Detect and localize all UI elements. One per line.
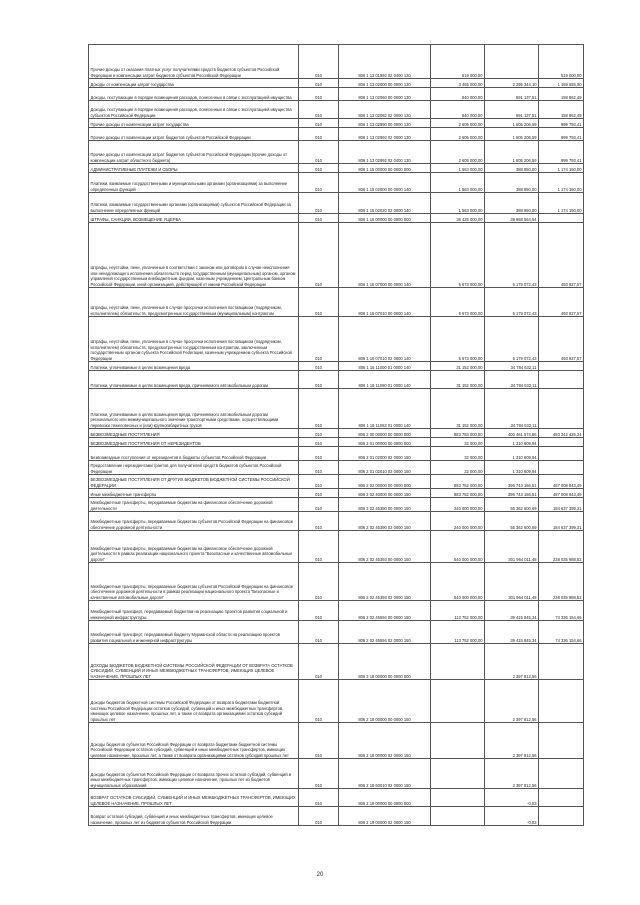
page-number: 20 (316, 872, 324, 878)
row-remaining-amount: 487 008 843,49 (539, 475, 584, 489)
row-plan-amount: 519 000,00 (431, 45, 485, 79)
row-budget-code: 806 2 02 45390 02 0000 150 (339, 512, 431, 531)
row-executed-amount: 400 461 574,66 (485, 429, 539, 438)
row-name: Возврат остатков субсидий, субвенций и иных межбюджетных трансфертов, имеющих целевое назначение, прошлых лет из бюджетов субъектов Российской Федерации (89, 807, 299, 826)
table-row (89, 461, 584, 475)
row-admin-code: 010 (299, 164, 339, 173)
row-remaining-amount: 519 000,00 (539, 45, 584, 79)
table-row (89, 447, 584, 461)
table-row (89, 475, 584, 489)
row-name: Доходы бюджетов субъектов Российской Федерации от возврата бюджетами бюджетной системы Российской Федерации остатков субсидий, субвенций и иных межбюджетных трансфертов, имеющих целевое назначение, прошлых лет, а также от возврата организациями остатков субсидий прошлых лет (89, 723, 299, 759)
row-budget-code: 806 1 15 02020 02 0000 140 (339, 193, 431, 214)
row-executed-amount: 388 850,00 (485, 193, 539, 214)
row-admin-code: 010 (299, 644, 339, 680)
row-remaining-amount (539, 759, 584, 789)
row-name: Платежи, уплачиваемые в целях возмещения вреда (89, 362, 299, 371)
row-plan-amount: 540 000 000,00 (431, 531, 485, 563)
row-admin-code: 010 (299, 601, 339, 621)
row-remaining-amount: 184 637 399,31 (539, 498, 584, 512)
row-budget-code: 806 1 15 00000 00 0000 000 (339, 164, 431, 173)
row-budget-code: 806 2 02 45594 02 0000 150 (339, 621, 431, 644)
row-admin-code: 010 (299, 79, 339, 88)
row-plan-amount: 113 752 000,00 (431, 601, 485, 621)
row-admin-code: 010 (299, 489, 339, 498)
row-plan-amount: 2 605 000,00 (431, 128, 485, 141)
row-remaining-amount (539, 680, 584, 723)
row-budget-code: 806 1 13 02062 02 0000 130 (339, 101, 431, 119)
row-name: Межбюджетные трансферты, передаваемые бюджетам субъектов Российской Федерации на финансовое обеспечение дорожной деятельности (89, 512, 299, 531)
row-budget-code: 806 2 00 00000 00 0000 000 (339, 429, 431, 438)
row-name: Безвозмездные поступления от нерезидентов в бюджеты субъектов Российской Федерации (89, 447, 299, 461)
row-executed-amount: -0,03 (485, 789, 539, 807)
row-plan-amount: 2 605 000,00 (431, 119, 485, 128)
table-row (89, 88, 584, 101)
row-executed-amount: 396 743 156,51 (485, 489, 539, 498)
row-remaining-amount: 1 174 150,00 (539, 173, 584, 193)
row-remaining-amount: 238 035 988,52 (539, 563, 584, 601)
row-executed-amount: 691 137,51 (485, 88, 539, 101)
row-remaining-amount: 999 793,41 (539, 128, 584, 141)
row-admin-code: 010 (299, 101, 339, 119)
row-plan-amount (431, 644, 485, 680)
table-row (89, 193, 584, 214)
row-admin-code: 010 (299, 807, 339, 826)
row-remaining-amount (539, 438, 584, 447)
table-row (89, 371, 584, 389)
table-row (89, 512, 584, 531)
row-plan-amount: 3 465 000,00 (431, 79, 485, 88)
row-executed-amount: 55 362 600,69 (485, 498, 539, 512)
row-remaining-amount (539, 807, 584, 826)
row-plan-amount: 883 752 000,00 (431, 489, 485, 498)
row-name: БЕЗВОЗМЕЗДНЫЕ ПОСТУПЛЕНИЯ (89, 429, 299, 438)
row-executed-amount: 2 397 812,56 (485, 644, 539, 680)
row-name: Доходы бюджетов бюджетной системы Российской Федерации от возврата бюджетами бюджетной системы Российской Федерации остатков субсидий, субвенций и иных межбюджетных трансфертов, имеющих целевое назначение, прошлых лет, а также от возврата организациями остатков субсидий прошлых лет (89, 680, 299, 723)
row-budget-code: 806 1 13 02000 00 0000 130 (339, 79, 431, 88)
row-admin-code: 010 (299, 223, 339, 288)
row-executed-amount: 691 137,51 (485, 101, 539, 119)
row-plan-amount: 240 000 000,00 (431, 498, 485, 512)
row-name: Межбюджетные трансферты, передаваемые бюджетам на финансовое обеспечение дорожной деятельности (89, 498, 299, 512)
table-row (89, 723, 584, 759)
row-admin-code: 010 (299, 461, 339, 475)
row-remaining-amount: 1 169 655,90 (539, 79, 584, 88)
table-row (89, 45, 584, 79)
row-remaining-amount: 483 342 425,34 (539, 429, 584, 438)
row-name: Межбюджетный трансферт, передаваемый бюджетам на реализацию проектов развития социальной и инженерной инфраструктуры (89, 601, 299, 621)
table-row (89, 807, 584, 826)
row-admin-code: 010 (299, 621, 339, 644)
row-remaining-amount: 999 793,41 (539, 141, 584, 164)
row-budget-code: 806 1 16 11063 01 0000 140 (339, 389, 431, 429)
row-admin-code: 010 (299, 317, 339, 362)
revenue-table-body (89, 45, 584, 826)
table-row (89, 644, 584, 680)
table-row (89, 621, 584, 644)
row-plan-amount: 36 425 000,00 (431, 214, 485, 223)
row-executed-amount: 5 179 072,43 (485, 223, 539, 288)
row-budget-code: 806 2 18 00000 00 0000 150 (339, 680, 431, 723)
row-executed-amount: 55 362 600,69 (485, 512, 539, 531)
table-row (89, 429, 584, 438)
row-admin-code: 010 (299, 389, 339, 429)
row-plan-amount: 840 000,00 (431, 88, 485, 101)
row-remaining-amount (539, 389, 584, 429)
row-executed-amount: 39 415 845,34 (485, 601, 539, 621)
row-admin-code: 010 (299, 723, 339, 759)
table-row (89, 128, 584, 141)
row-remaining-amount: 999 793,41 (539, 119, 584, 128)
row-admin-code: 010 (299, 119, 339, 128)
row-budget-code: 806 2 02 40000 00 0000 150 (339, 489, 431, 498)
row-plan-amount: 31 152 000,00 (431, 389, 485, 429)
row-plan-amount (431, 807, 485, 826)
table-row (89, 438, 584, 447)
table-row (89, 223, 584, 288)
row-admin-code: 010 (299, 498, 339, 512)
row-budget-code: 806 1 13 01992 02 0400 130 (339, 45, 431, 79)
row-name: Межбюджетные трансферты, передаваемые бюджетам субъектов Российской Федерации на финансовое обеспечение дорожной деятельности в рамках реализации национального проекта "Безопасные и качественные автомобильные дороги" (89, 563, 299, 601)
row-remaining-amount (539, 461, 584, 475)
row-executed-amount: 1 310 609,94 (485, 447, 539, 461)
row-plan-amount: 31 152 000,00 (431, 371, 485, 389)
row-budget-code: 806 1 15 02000 00 0000 140 (339, 173, 431, 193)
table-row (89, 389, 584, 429)
row-budget-code: 806 2 02 00000 00 0000 000 (339, 475, 431, 489)
table-row (89, 141, 584, 164)
row-name: Предоставление нерезидентами грантов для получателей средств бюджетов субъектов Российской Федерации (89, 461, 299, 475)
row-admin-code: 010 (299, 512, 339, 531)
row-admin-code: 010 (299, 128, 339, 141)
row-plan-amount: 32 000,00 (431, 447, 485, 461)
row-remaining-amount (539, 723, 584, 759)
row-executed-amount: 34 784 632,11 (485, 371, 539, 389)
row-executed-amount: 34 784 632,11 (485, 362, 539, 371)
table-row (89, 119, 584, 128)
row-executed-amount: 34 784 632,11 (485, 389, 539, 429)
row-remaining-amount (539, 789, 584, 807)
row-executed-amount: 5 179 072,43 (485, 317, 539, 362)
row-name: Платежи, взимаемые государственными органами (организациями) субъектов Российской Федерации за выполнение определенных функций (89, 193, 299, 214)
row-admin-code: 010 (299, 438, 339, 447)
row-plan-amount: 113 752 000,00 (431, 621, 485, 644)
row-remaining-amount: 493 927,57 (539, 317, 584, 362)
row-executed-amount: 2 397 812,56 (485, 759, 539, 789)
row-admin-code: 010 (299, 362, 339, 371)
row-plan-amount: 5 673 000,00 (431, 223, 485, 288)
row-remaining-amount (539, 362, 584, 371)
row-admin-code: 010 (299, 475, 339, 489)
row-name: Доходы бюджетов субъектов Российской Федерации от возврата прочих остатков субсидий, субвенций и иных межбюджетных трансфертов, имеющих целевое назначение, прошлых лет из бюджетов муниципальных образований (89, 759, 299, 789)
row-plan-amount (431, 759, 485, 789)
table-row (89, 164, 584, 173)
row-admin-code: 010 (299, 447, 339, 461)
row-remaining-amount (539, 447, 584, 461)
row-remaining-amount (539, 371, 584, 389)
row-admin-code: 010 (299, 429, 339, 438)
row-budget-code: 806 1 16 07010 02 0000 140 (339, 317, 431, 362)
row-budget-code: 806 2 18 60010 02 0000 150 (339, 759, 431, 789)
row-name: ВОЗВРАТ ОСТАТКОВ СУБСИДИЙ, СУБВЕНЦИЙ И ИНЫХ МЕЖБЮДЖЕТНЫХ ТРАНСФЕРТОВ, ИМЕЮЩИХ ЦЕЛЕВОЕ НАЗНАЧЕНИЕ, ПРОШЛЫХ ЛЕТ (89, 789, 299, 807)
row-admin-code: 010 (299, 759, 339, 789)
row-admin-code: 010 (299, 88, 339, 101)
table-row (89, 789, 584, 807)
row-budget-code: 806 2 18 00000 02 0000 150 (339, 723, 431, 759)
row-remaining-amount: 158 862,49 (539, 88, 584, 101)
report-page (88, 44, 583, 826)
row-plan-amount (431, 789, 485, 807)
row-executed-amount: 396 743 156,51 (485, 475, 539, 489)
row-budget-code: 806 1 16 11000 01 0000 140 (339, 362, 431, 371)
revenue-table (88, 44, 584, 826)
row-plan-amount: 5 673 000,00 (431, 317, 485, 362)
row-executed-amount: 2 397 812,56 (485, 723, 539, 759)
row-budget-code: 806 2 18 00000 00 0000 000 (339, 644, 431, 680)
row-executed-amount: 2 397 812,56 (485, 680, 539, 723)
row-budget-code: 806 2 19 00000 00 0000 000 (339, 789, 431, 807)
table-row (89, 288, 584, 317)
row-plan-amount: 1 563 000,00 (431, 193, 485, 214)
row-name: БЕЗВОЗМЕЗДНЫЕ ПОСТУПЛЕНИЯ ОТ НЕРЕЗИДЕНТОВ (89, 438, 299, 447)
row-name: Доходы, поступающие в порядке возмещения расходов, понесенных в связи с эксплуатацией имущества (89, 88, 299, 101)
row-admin-code: 010 (299, 288, 339, 317)
row-admin-code: 010 (299, 45, 339, 79)
row-name: Межбюджетные трансферты, передаваемые бюджетам на финансовое обеспечение дорожной деятельности в рамках реализации национального проекта "Безопасные и качественные автомобильные дороги" (89, 531, 299, 563)
row-admin-code: 010 (299, 193, 339, 214)
row-executed-amount (485, 45, 539, 79)
row-name: Штрафы, неустойки, пени, уплаченные в соответствии с законом или договором в случае неисполнения или ненадлежащего исполнения обязательств перед государственным (муниципальным) органом, органом управления государственным внебюджетным фондом, казенным учреждением, Центральным банком Российской Федерации, иной организацией, действующей от имени Российской Федерации (89, 223, 299, 288)
row-budget-code: 806 1 16 00000 00 0000 000 (339, 214, 431, 223)
row-executed-amount: 1 605 206,59 (485, 119, 539, 128)
row-admin-code: 010 (299, 531, 339, 563)
row-admin-code: 010 (299, 173, 339, 193)
row-remaining-amount: 1 174 150,00 (539, 193, 584, 214)
row-plan-amount (431, 680, 485, 723)
table-row (89, 101, 584, 119)
row-budget-code: 806 1 13 02992 02 0400 130 (339, 141, 431, 164)
row-executed-amount: 388 850,00 (485, 173, 539, 193)
row-budget-code: 806 2 01 02010 02 0000 150 (339, 461, 431, 475)
row-budget-code: 806 1 13 02992 02 0000 130 (339, 128, 431, 141)
row-remaining-amount: 487 008 843,49 (539, 489, 584, 498)
row-executed-amount: 1 605 206,59 (485, 141, 539, 164)
row-name: АДМИНИСТРАТИВНЫЕ ПЛАТЕЖИ И СБОРЫ (89, 164, 299, 173)
row-name: Иные межбюджетные трансферты (89, 489, 299, 498)
row-name: Прочие доходы от компенсации затрат государства (89, 119, 299, 128)
row-executed-amount: 1 605 206,59 (485, 128, 539, 141)
row-remaining-amount: 493 927,57 (539, 288, 584, 317)
row-admin-code: 010 (299, 563, 339, 601)
row-executed-amount: 1 310 609,94 (485, 438, 539, 447)
row-budget-code: 806 2 02 45390 00 0000 150 (339, 498, 431, 512)
row-plan-amount (431, 723, 485, 759)
row-budget-code: 806 1 16 07010 00 0000 140 (339, 288, 431, 317)
table-row (89, 563, 584, 601)
table-row (89, 362, 584, 371)
row-plan-amount: 32 000,00 (431, 461, 485, 475)
row-admin-code: 010 (299, 680, 339, 723)
row-name: Штрафы, неустойки, пени, уплаченные в случае просрочки исполнения поставщиком (подрядчиком, исполнителем) обязательств, предусмотренных государственным контрактом, заключенным государственным органом субъекта Российской Federации, казенным учреждением субъекта Российской Федерации (89, 317, 299, 362)
row-plan-amount: 883 784 000,00 (431, 429, 485, 438)
row-plan-amount: 1 563 000,00 (431, 164, 485, 173)
table-row (89, 498, 584, 512)
row-name: Межбюджетный трансферт, передаваемый бюджету Мурманской области на реализацию проектов развития социальной и инженерной инфраструктуры (89, 621, 299, 644)
row-executed-amount: 39 415 845,34 (485, 621, 539, 644)
row-remaining-amount (539, 214, 584, 223)
row-budget-code: 806 1 16 11060 01 0000 140 (339, 371, 431, 389)
row-budget-code: 806 1 16 07000 00 0000 140 (339, 223, 431, 288)
row-remaining-amount: 493 927,57 (539, 223, 584, 288)
row-name: Платежи, уплачиваемые в целях возмещения вреда, причиняемого автомобильным дорогам (89, 371, 299, 389)
row-name: Прочие доходы от компенсации затрат бюджетов субъектов Российской Федерации (89, 128, 299, 141)
row-plan-amount: 31 152 000,00 (431, 362, 485, 371)
row-admin-code: 010 (299, 789, 339, 807)
table-row (89, 680, 584, 723)
row-remaining-amount: 74 336 154,66 (539, 621, 584, 644)
row-executed-amount: 1 310 609,94 (485, 461, 539, 475)
row-executed-amount: 2 295 344,10 (485, 79, 539, 88)
row-executed-amount: 39 958 564,54 (485, 214, 539, 223)
row-executed-amount: 301 964 011,48 (485, 531, 539, 563)
row-remaining-amount: 184 637 399,31 (539, 512, 584, 531)
row-executed-amount: 388 850,00 (485, 164, 539, 173)
row-name: Доходы, поступающие в порядке возмещения расходов, понесенных в связи с эксплуатацией имущества субъектов Российской Федерации (89, 101, 299, 119)
row-plan-amount: 32 000,00 (431, 438, 485, 447)
row-budget-code: 806 2 02 45594 00 0000 150 (339, 601, 431, 621)
table-row (89, 317, 584, 362)
table-row (89, 759, 584, 789)
row-remaining-amount: 238 035 988,52 (539, 531, 584, 563)
row-admin-code: 010 (299, 214, 339, 223)
row-name: Платежи, уплачиваемые в целях возмещения вреда, причиняемого автомобильным дорогам регионального или межмуниципального значения транспортными средствами, осуществляющими перевозки тяжеловесных и (или) крупногабаритных грузов (89, 389, 299, 429)
table-row (89, 489, 584, 498)
row-plan-amount: 883 752 000,00 (431, 475, 485, 489)
row-name: Платежи, взимаемые государственными и муниципальными органами (организациями) за выполнение определенных функций (89, 173, 299, 193)
row-name: Прочие доходы от оказания платных услуг получателями средств бюджетов субъектов Российской Федерации и компенсации затрат бюджетов субъектов Российской Федерации (89, 45, 299, 79)
row-executed-amount: 5 179 072,43 (485, 288, 539, 317)
row-name: Доходы от компенсации затрат государства (89, 79, 299, 88)
table-row (89, 79, 584, 88)
row-budget-code: 806 1 13 02060 00 0000 130 (339, 88, 431, 101)
row-plan-amount: 240 000 000,00 (431, 512, 485, 531)
row-name: Прочие доходы от компенсации затрат бюджетов субъектов Российской Федерации (прочие доходы от компенсации затрат областного бюджета) (89, 141, 299, 164)
row-admin-code: 010 (299, 371, 339, 389)
row-remaining-amount (539, 644, 584, 680)
row-name: БЕЗВОЗМЕЗДНЫЕ ПОСТУПЛЕНИЯ ОТ ДРУГИХ БЮДЖЕТОВ БЮДЖЕТНОЙ СИСТЕМЫ РОССИЙСКОЙ ФЕДЕРАЦИИ (89, 475, 299, 489)
row-plan-amount: 840 000,00 (431, 101, 485, 119)
row-name: Штрафы, неустойки, пени, уплаченные в случае просрочки исполнения поставщиком (подрядчиком, исполнителем) обязательств, предусмотренных государственным (муниципальным) контрактом (89, 288, 299, 317)
row-plan-amount: 2 605 000,00 (431, 141, 485, 164)
row-admin-code: 010 (299, 141, 339, 164)
row-remaining-amount: 158 862,49 (539, 101, 584, 119)
row-name: ДОХОДЫ БЮДЖЕТОВ БЮДЖЕТНОЙ СИСТЕМЫ РОССИЙСКОЙ ФЕДЕРАЦИИ ОТ ВОЗВРАТА ОСТАТКОВ СУБСИДИЙ, СУБВЕНЦИЙ И ИНЫХ МЕЖБЮДЖЕТНЫХ ТРАНСФЕРТОВ, ИМЕЮЩИХ ЦЕЛЕВОЕ НАЗНАЧЕНИЕ, ПРОШЛЫХ ЛЕТ (89, 644, 299, 680)
row-budget-code: 806 1 13 02990 00 0000 130 (339, 119, 431, 128)
row-budget-code: 806 2 02 45393 02 0000 150 (339, 563, 431, 601)
row-plan-amount: 540 000 000,00 (431, 563, 485, 601)
table-row (89, 531, 584, 563)
table-row (89, 173, 584, 193)
row-plan-amount: 5 673 000,00 (431, 288, 485, 317)
row-remaining-amount: 1 174 150,00 (539, 164, 584, 173)
table-row (89, 601, 584, 621)
table-row (89, 214, 584, 223)
row-name: ШТРАФЫ, САНКЦИИ, ВОЗМЕЩЕНИЕ УЩЕРБА (89, 214, 299, 223)
row-executed-amount: 301 964 011,48 (485, 563, 539, 601)
row-executed-amount: -0,03 (485, 807, 539, 826)
row-budget-code: 806 2 01 00000 00 0000 000 (339, 438, 431, 447)
row-budget-code: 806 2 02 45393 00 0000 150 (339, 531, 431, 563)
row-remaining-amount: 74 336 154,66 (539, 601, 584, 621)
row-plan-amount: 1 563 000,00 (431, 173, 485, 193)
row-budget-code: 806 2 19 00000 02 0000 150 (339, 807, 431, 826)
row-budget-code: 806 2 01 02000 02 0000 150 (339, 447, 431, 461)
